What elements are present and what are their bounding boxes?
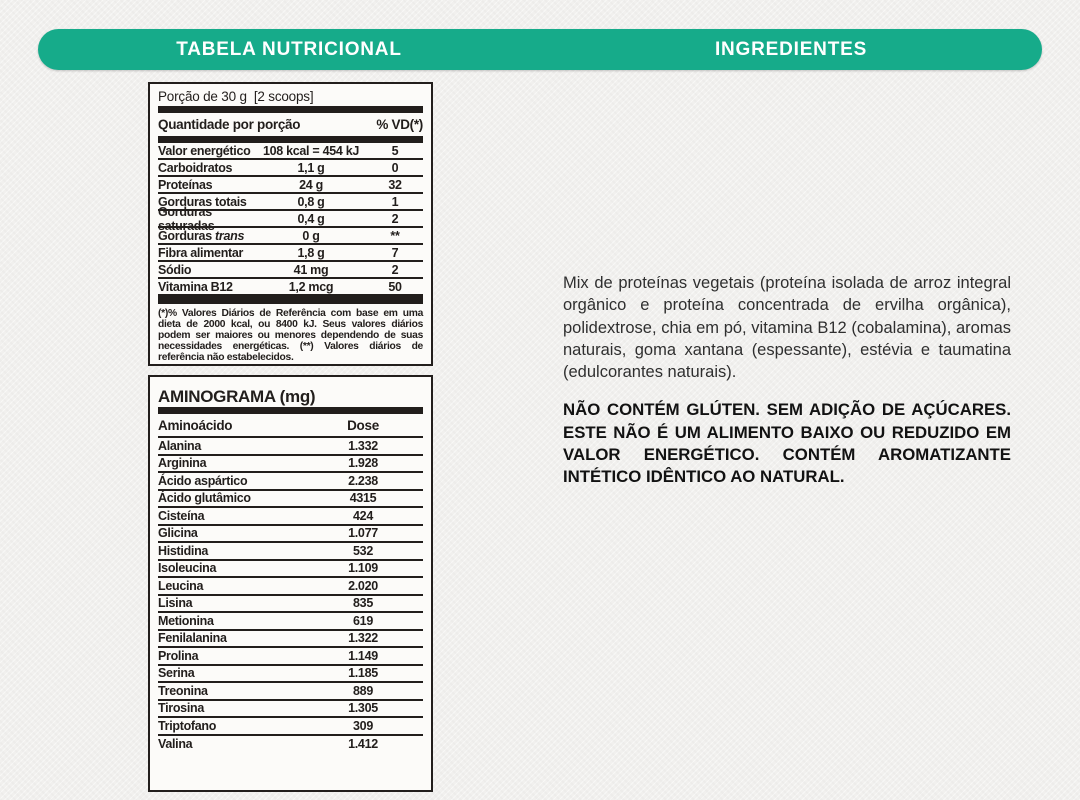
nutrient-name: Sódio: [158, 262, 192, 277]
nutrition-row: [158, 204, 423, 233]
nutrient-daily-value: 2: [391, 262, 399, 277]
nutrient-quantity: 108 kcal = 454 kJ: [262, 143, 360, 158]
nutrient-daily-value: 1: [391, 194, 399, 209]
nutrition-row: [158, 279, 423, 296]
divider-bar: [158, 106, 423, 113]
nutrient-quantity: 0 g: [302, 228, 320, 243]
ingredients-header-label: INGREDIENTES: [714, 38, 868, 60]
nutrient-quantity: 1,1 g: [297, 160, 325, 175]
amino-acid-name: Serina: [158, 666, 195, 681]
amino-acid-name: Isoleucina: [158, 561, 217, 576]
nutrition-header-label: TABELA NUTRICIONAL: [176, 38, 402, 60]
daily-values-footnote: (*)% Valores Diários de Referência com base em uma dieta de 2000 kcal, ou 8400 kJ. Seus valores diários podem ser maiores ou menores dependendo de suas necessidades energéticas. (**) Valores diários de referência não estabelecidos.: [158, 308, 423, 363]
amino-acid-name: Prolina: [158, 648, 199, 663]
amino-acid-name: Ácido aspártico: [158, 473, 248, 488]
daily-value-column-header: % VD(*): [376, 117, 423, 132]
nutrient-quantity: 1,2 mcg: [288, 279, 334, 294]
aminogram-row: [158, 596, 423, 614]
aminogram-row: [158, 631, 423, 649]
aminogram-rows: [158, 438, 423, 753]
amino-acid-name: Tirosina: [158, 701, 204, 716]
amino-acid-dose: 1.928: [348, 456, 378, 471]
nutrition-row: [158, 262, 423, 279]
nutrition-row: [158, 177, 423, 194]
dose-column-header: Dose: [347, 417, 379, 433]
nutrient-daily-value: 0: [391, 160, 399, 175]
aminogram-row: [158, 736, 423, 754]
aminogram-row: [158, 683, 423, 701]
nutrient-daily-value: 7: [391, 245, 399, 260]
nutrient-quantity: 1,8 g: [297, 245, 325, 260]
section-header-bar: [38, 29, 1042, 70]
aminogram-row: [158, 456, 423, 474]
nutrient-name: Proteínas: [158, 177, 213, 192]
nutrition-row: [158, 245, 423, 262]
amino-acid-dose: 1.185: [348, 666, 378, 681]
nutrition-row: [158, 160, 423, 177]
amino-acid-dose: 2.238: [348, 473, 378, 488]
nutrient-daily-value: 50: [388, 279, 402, 294]
amino-acid-dose: 4315: [349, 491, 377, 506]
amino-acid-dose: 1.149: [348, 648, 378, 663]
amino-acid-dose: 532: [353, 543, 373, 558]
nutrient-name: Vitamina B12: [158, 279, 233, 294]
nutrient-daily-value: **: [390, 228, 400, 243]
amino-acid-dose: 1.305: [348, 701, 378, 716]
aminogram-row: [158, 666, 423, 684]
nutrient-name: Fibra alimentar: [158, 245, 244, 260]
nutrient-name: Valor energético: [158, 143, 251, 158]
amino-acid-name: Histidina: [158, 543, 209, 558]
amino-acid-name: Metionina: [158, 613, 214, 628]
amino-acid-dose: 619: [353, 613, 373, 628]
aminogram-row: [158, 613, 423, 631]
nutrient-name: Gorduras totais: [158, 194, 247, 209]
aminogram-row: [158, 473, 423, 491]
aminogram-row: [158, 543, 423, 561]
amino-acid-name: Valina: [158, 737, 193, 752]
ingredients-paragraph: Mix de proteínas vegetais (proteína isolada de arroz integral orgânico e proteína concentrada de ervilha orgânica), polidextrose, chia em pó, vitamina B12 (cobalamina), aromas naturais, goma xantana (espessante), estévia e taumatina (edulcorantes naturais).: [563, 274, 1011, 382]
nutrient-quantity: 24 g: [299, 177, 323, 192]
amino-acid-name: Glicina: [158, 526, 198, 541]
amino-acid-dose: 889: [353, 683, 373, 698]
claims-paragraph: NÃO CONTÉM GLÚTEN. SEM ADIÇÃO DE AÇÚCARES. ESTE NÃO É UM ALIMENTO BAIXO OU REDUZIDO EM VALOR ENERGÉTICO. CONTÉM AROMATIZANTE INTÉTICO IDÊNTICO AO NATURAL.: [563, 400, 1011, 487]
amino-acid-dose: 835: [353, 596, 373, 611]
amino-acid-dose: 1.109: [348, 561, 378, 576]
nutrient-name: Carboidratos: [158, 160, 233, 175]
aminogram-column-headers: [158, 414, 423, 438]
serving-size: Porção de 30 g [2 scoops]: [158, 89, 314, 104]
nutrient-name: Gorduras saturadas: [158, 204, 215, 233]
amino-acid-dose: 424: [353, 508, 373, 523]
nutrition-row: [158, 143, 423, 160]
amino-acid-dose: 1.077: [348, 526, 378, 541]
amino-acid-name: Triptofano: [158, 718, 217, 733]
aminogram-panel: [148, 375, 433, 792]
amino-acid-name: Cisteína: [158, 508, 205, 523]
nutrition-rows: [158, 143, 423, 296]
amino-acid-name: Ácido glutâmico: [158, 491, 251, 506]
nutrient-quantity: 41 mg: [293, 262, 329, 277]
aminogram-row: [158, 526, 423, 544]
divider-bar: [158, 407, 423, 414]
nutrient-quantity: 0,4 g: [297, 211, 325, 226]
amino-acid-dose: 1.332: [348, 438, 378, 453]
amino-acid-name: Fenilalanina: [158, 631, 227, 646]
amino-acid-name: Lisina: [158, 596, 193, 611]
amino-acid-name: Alanina: [158, 438, 202, 453]
nutrient-name: Gorduras trans: [158, 228, 245, 243]
amino-acid-dose: 1.322: [348, 631, 378, 646]
nutrition-section-header: [38, 29, 540, 70]
aminogram-row: [158, 491, 423, 509]
quantity-column-header: Quantidade por porção: [158, 117, 301, 132]
nutrient-daily-value: 5: [391, 143, 399, 158]
nutrition-column-headers: [158, 113, 423, 136]
divider-bar: [158, 136, 423, 143]
aminogram-row: [158, 508, 423, 526]
nutrition-facts-panel: [148, 82, 433, 366]
nutrition-row: [158, 228, 423, 245]
amino-acid-dose: 1.412: [348, 737, 378, 752]
amino-acid-dose: 309: [353, 718, 373, 733]
nutrient-daily-value: 2: [391, 211, 399, 226]
aminogram-row: [158, 718, 423, 736]
amino-acid-name: Leucina: [158, 578, 204, 593]
amino-acid-name: Treonina: [158, 683, 208, 698]
aminogram-title: AMINOGRAMA (mg): [158, 387, 316, 406]
ingredients-text-block: [563, 272, 1011, 489]
aminogram-row: [158, 561, 423, 579]
nutrient-daily-value: 32: [388, 177, 402, 192]
divider-bar: [158, 296, 423, 304]
ingredients-section-header: [540, 29, 1042, 70]
aminogram-row: [158, 648, 423, 666]
amino-acid-dose: 2.020: [348, 578, 378, 593]
aminogram-row: [158, 701, 423, 719]
amino-acid-name: Arginina: [158, 456, 207, 471]
aminogram-row: [158, 578, 423, 596]
amino-acid-column-header: Aminoácido: [158, 417, 233, 433]
nutrient-quantity: 0,8 g: [297, 194, 325, 209]
aminogram-row: [158, 438, 423, 456]
